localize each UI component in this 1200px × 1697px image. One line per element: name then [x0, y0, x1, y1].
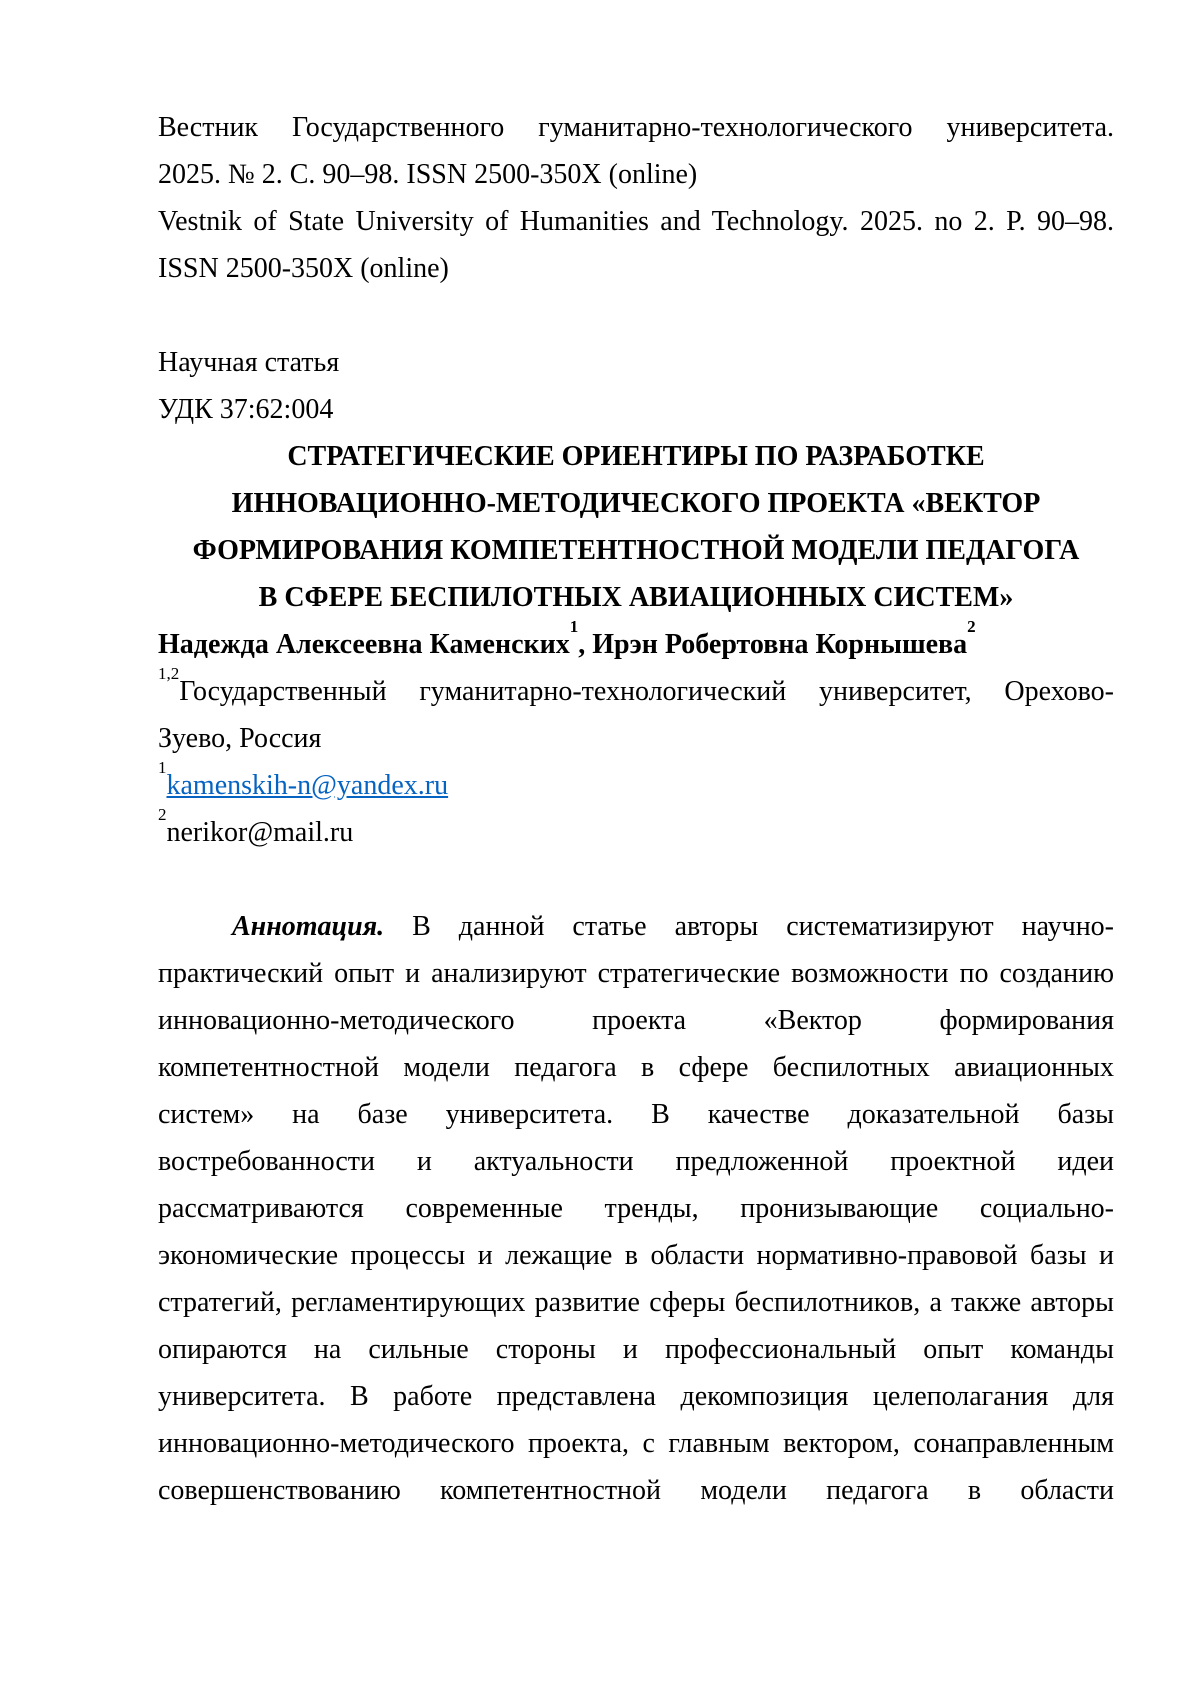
- abstract-line-7: рассматриваются современные тренды, пронизывающие социально-: [158, 1193, 1114, 1224]
- author-1-name: Надежда Алексеевна Каменских: [158, 629, 570, 660]
- email-line-2: [158, 809, 1114, 856]
- email-1-link[interactable]: kamenskih-n@yandex.ru: [166, 770, 449, 801]
- vertical-spacer: [158, 292, 1114, 339]
- article-title-line-4: В СФЕРЕ БЕСПИЛОТНЫХ АВИАЦИОННЫХ СИСТЕМ»: [258, 582, 1014, 613]
- email-line-1: [158, 762, 1114, 809]
- affiliation-line-1: [158, 668, 1114, 715]
- abstract-label: Аннотация.: [232, 911, 385, 942]
- article-title-line-1: СТРАТЕГИЧЕСКИЕ ОРИЕНТИРЫ ПО РАЗРАБОТКЕ: [287, 441, 985, 472]
- abstract-line-6: востребованности и актуальности предложенной проектной идеи: [158, 1146, 1114, 1177]
- abstract-line-12: инновационно-методического проекта, с главным вектором, сонаправленным: [158, 1428, 1114, 1459]
- author-1-superscript: 1: [569, 621, 579, 636]
- abstract-line-1: [158, 903, 1114, 950]
- abstract-line-2: практический опыт и анализируют стратегические возможности по созданию: [158, 958, 1114, 989]
- journal-header-ru-line1: Вестник Государственного гуманитарно-технологического университета.: [158, 112, 1114, 143]
- email-2-text: nerikor@mail.ru: [166, 817, 354, 848]
- affiliation-superscript: 1,2: [158, 668, 180, 683]
- affiliation-text: Государственный гуманитарно-технологический университет, Орехово-: [179, 676, 1114, 707]
- abstract-line-8: экономические процессы и лежащие в области нормативно-правовой базы и: [158, 1240, 1114, 1271]
- abstract-line-5: систем» на базе университета. В качестве доказательной базы: [158, 1099, 1114, 1130]
- journal-header-en-line1: Vestnik of State University of Humanities and Technology. 2025. no 2. P. 90–98.: [158, 206, 1114, 237]
- abstract-line-1-text: В данной статье авторы систематизируют научно-: [412, 911, 1114, 942]
- author-2-superscript: 2: [967, 621, 976, 636]
- journal-header-en-line2: ISSN 2500-350X (online): [158, 253, 449, 284]
- article-type-label: Научная статья: [158, 347, 340, 378]
- udc-code: УДК 37:62:004: [158, 394, 334, 425]
- email-2-superscript: 2: [158, 809, 167, 824]
- abstract-line-10: опираются на сильные стороны и профессиональный опыт команды: [158, 1334, 1114, 1365]
- vertical-spacer: [158, 856, 1114, 903]
- affiliation-line-2: Зуево, Россия: [158, 723, 322, 754]
- abstract-line-13: совершенствованию компетентностной модели педагога в области: [158, 1475, 1114, 1506]
- abstract-line-9: стратегий, регламентирующих развитие сферы беспилотников, а также авторы: [158, 1287, 1114, 1318]
- abstract-line-11: университета. В работе представлена декомпозиция целеполагания для: [158, 1381, 1114, 1412]
- journal-header-ru-line2: 2025. № 2. С. 90–98. ISSN 2500-350X (online): [158, 159, 698, 190]
- authors-line: [158, 621, 1114, 668]
- journal-header: [158, 104, 1114, 292]
- article-title-line-2: ИННОВАЦИОННО-МЕТОДИЧЕСКОГО ПРОЕКТА «ВЕКТОР: [231, 488, 1041, 519]
- abstract-line-4: компетентностной модели педагога в сфере беспилотных авиационных: [158, 1052, 1114, 1083]
- article-title-line-3: ФОРМИРОВАНИЯ КОМПЕТЕНТНОСТНОЙ МОДЕЛИ ПЕДАГОГА: [192, 535, 1080, 566]
- abstract-line-3: инновационно-методического проекта «Вектор формирования: [158, 1005, 1114, 1036]
- author-2-name: , Ирэн Робертовна Корнышева: [578, 629, 968, 660]
- article-title: [158, 433, 1114, 621]
- abstract-section: [158, 903, 1114, 1514]
- email-1-superscript: 1: [158, 762, 167, 777]
